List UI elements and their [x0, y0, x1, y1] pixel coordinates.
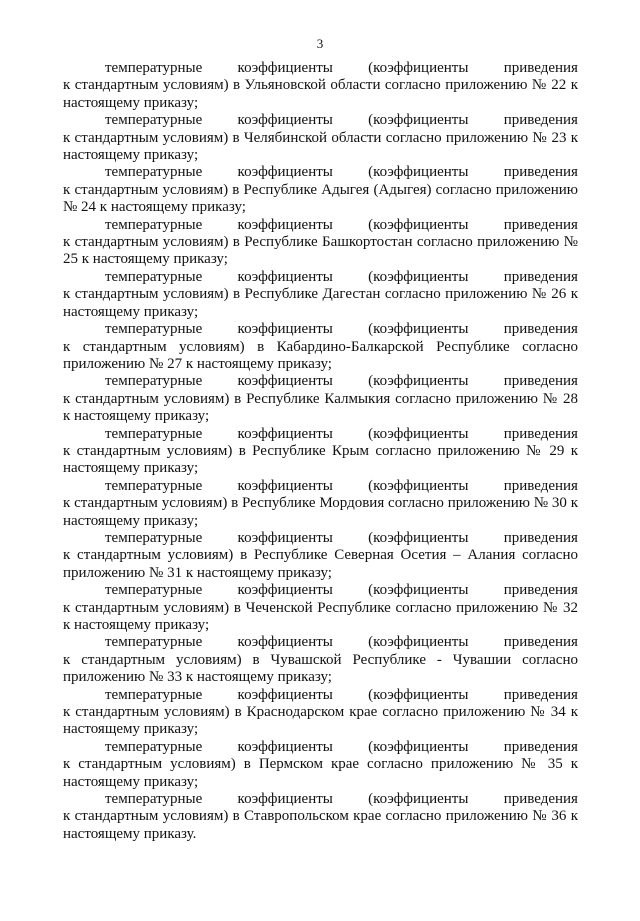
word: (коэффициенты [368, 425, 469, 442]
word: коэффициенты [237, 477, 333, 494]
item-first-line [63, 478, 578, 495]
word: коэффициенты [237, 112, 333, 129]
word: температурные [105, 321, 203, 338]
word: коэффициенты [237, 321, 333, 338]
word: температурные [105, 791, 203, 808]
document-body [63, 60, 578, 843]
item-first-line [63, 60, 578, 77]
word: коэффициенты [237, 60, 333, 76]
item-first-line [63, 634, 578, 651]
item-first-line [63, 426, 578, 443]
word: (коэффициенты [368, 216, 469, 233]
word: приведения [503, 738, 578, 755]
word: приведения [503, 268, 578, 285]
list-item [63, 269, 578, 321]
word: (коэффициенты [368, 321, 469, 338]
word: приведения [503, 164, 578, 181]
word: приведения [503, 477, 578, 494]
item-first-line [63, 321, 578, 338]
item-first-line [63, 269, 578, 286]
list-item [63, 687, 578, 739]
word: температурные [105, 686, 203, 703]
word: (коэффициенты [368, 477, 469, 494]
word: (коэффициенты [368, 791, 469, 808]
word: температурные [105, 216, 203, 233]
item-text: к стандартным условиям) в Чеченской Республике согласно приложению № 32 к настоящему приказу; [63, 599, 578, 633]
word: (коэффициенты [368, 634, 469, 651]
word: (коэффициенты [368, 268, 469, 285]
item-text: к стандартным условиям) в Ставропольском крае согласно приложению № 36 к настоящему приказу. [63, 808, 578, 842]
word: коэффициенты [237, 791, 333, 808]
word: приведения [503, 321, 578, 338]
item-first-line [63, 530, 578, 547]
item-text: к стандартным условиям) в Республике Мордовия согласно приложению № 30 к настоящему приказу; [63, 495, 578, 529]
word: коэффициенты [237, 268, 333, 285]
word: температурные [105, 268, 203, 285]
word: коэффициенты [237, 373, 333, 390]
item-text: к стандартным условиям) в Краснодарском крае согласно приложению № 34 к настоящему приказу; [63, 704, 578, 738]
word: температурные [105, 425, 203, 442]
word: (коэффициенты [368, 738, 469, 755]
word: (коэффициенты [368, 686, 469, 703]
item-text: к стандартным условиям) в Республике Крым согласно приложению № 29 к настоящему приказу; [63, 442, 578, 477]
list-item [63, 739, 578, 791]
item-text: к стандартным условиям) в Республике Дагестан согласно приложению № 26 к настоящему приказу; [63, 286, 578, 320]
item-text: к стандартным условиям) в Ульяновской области согласно приложению № 22 к настоящему приказу; [63, 77, 578, 111]
word: коэффициенты [237, 738, 333, 755]
word: приведения [503, 60, 578, 76]
item-first-line [63, 582, 578, 599]
item-first-line [63, 791, 578, 808]
word: температурные [105, 164, 203, 181]
list-item [63, 60, 578, 112]
item-text: к стандартным условиям) в Республике Башкортостан согласно приложению № 25 к настоящему приказу; [63, 234, 578, 268]
list-item [63, 426, 578, 478]
word: приведения [503, 425, 578, 442]
list-item [63, 582, 578, 634]
word: температурные [105, 60, 203, 76]
word: температурные [105, 634, 203, 651]
word: коэффициенты [237, 634, 333, 651]
list-item [63, 373, 578, 425]
list-item [63, 217, 578, 269]
list-item [63, 791, 578, 843]
word: приведения [503, 529, 578, 546]
word: приведения [503, 686, 578, 703]
word: температурные [105, 373, 203, 390]
list-item [63, 321, 578, 373]
list-item [63, 164, 578, 216]
word: коэффициенты [237, 529, 333, 546]
word: приведения [503, 634, 578, 651]
word: (коэффициенты [368, 529, 469, 546]
item-text: к стандартным условиям) в Республике Калмыкия согласно приложению № 28 к настоящему приказу; [63, 390, 578, 425]
word: (коэффициенты [368, 60, 469, 76]
word: коэффициенты [237, 686, 333, 703]
item-text: к стандартным условиям) в Республике Северная Осетия – Алания согласно приложению № 31 к настоящему приказу; [63, 547, 578, 581]
word: (коэффициенты [368, 373, 469, 390]
item-first-line [63, 373, 578, 390]
item-text: к стандартным условиям) в Республике Адыгея (Адыгея) согласно приложению № 24 к настоящему приказу; [63, 181, 578, 216]
word: температурные [105, 112, 203, 129]
item-first-line [63, 164, 578, 181]
item-text: к стандартным условиям) в Челябинской области согласно приложению № 23 к настоящему приказу; [63, 129, 578, 164]
word: приведения [503, 373, 578, 390]
word: коэффициенты [237, 164, 333, 181]
item-first-line [63, 687, 578, 704]
word: коэффициенты [237, 425, 333, 442]
list-item [63, 478, 578, 530]
word: приведения [503, 216, 578, 233]
word: (коэффициенты [368, 112, 469, 129]
word: приведения [503, 112, 578, 129]
item-text: к стандартным условиям) в Кабардино-Балкарской Республике согласно приложению № 27 к настоящему приказу; [63, 338, 578, 372]
word: коэффициенты [237, 216, 333, 233]
item-first-line [63, 739, 578, 756]
word: (коэффициенты [368, 582, 469, 599]
item-text: к стандартным условиям) в Пермском крае согласно приложению № 35 к настоящему приказу; [63, 756, 578, 790]
item-text: к стандартным условиям) в Чувашской Республике - Чувашии согласно приложению № 33 к настоящему приказу; [63, 651, 578, 686]
page-number: 3 [316, 36, 324, 51]
word: температурные [105, 738, 203, 755]
word: температурные [105, 529, 203, 546]
word: коэффициенты [237, 582, 333, 599]
list-item [63, 112, 578, 164]
item-first-line [63, 217, 578, 234]
word: приведения [503, 582, 578, 599]
word: температурные [105, 477, 203, 494]
word: приведения [503, 791, 578, 808]
word: температурные [105, 582, 203, 599]
list-item [63, 530, 578, 582]
word: (коэффициенты [368, 164, 469, 181]
list-item [63, 634, 578, 686]
item-first-line [63, 112, 578, 129]
